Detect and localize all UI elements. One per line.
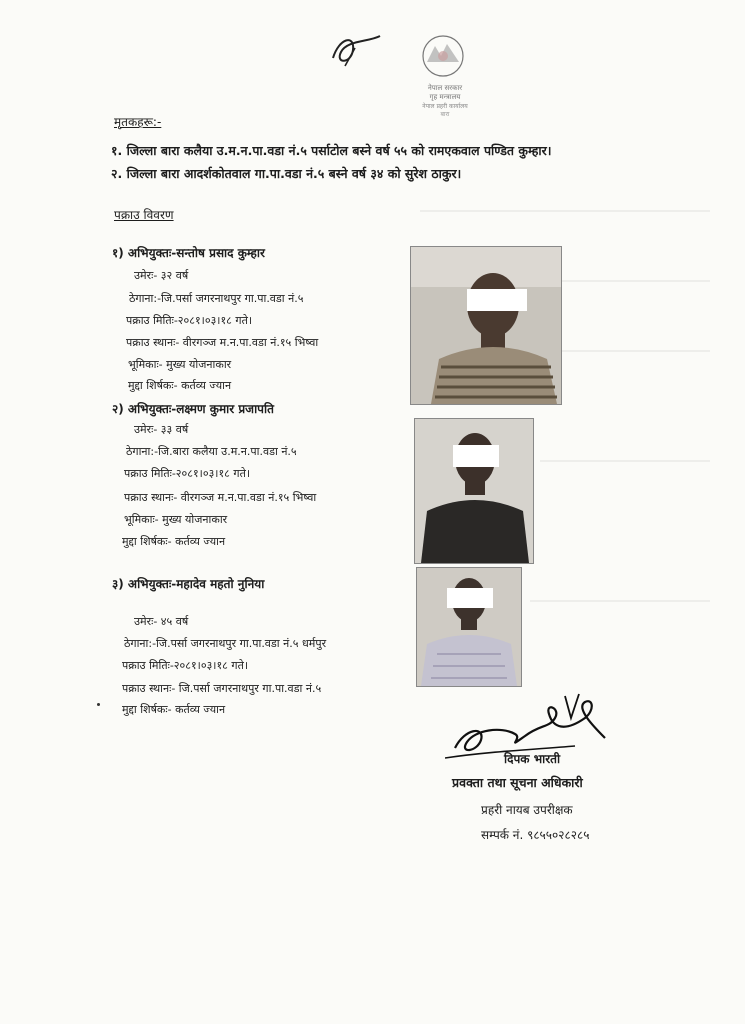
accused-age: उमेरः- ३२ वर्ष [134,269,189,282]
accused-arrest-date: पक्राउ मितिः-२०८१।०३।१८ गते। [122,659,249,672]
accused-arrest-place: पक्राउ स्थानः- जि.पर्सा जगरनाथपुर गा.पा.वडा नं.५ [122,682,322,695]
accused-age: उमेरः- ४५ वर्ष [134,615,189,628]
accused-photo [416,567,522,687]
accused-arrest-place: पक्राउ स्थानः- वीरगञ्ज म.न.पा.वडा नं.१५ भिष्वा [126,336,319,349]
signatory-contact: सम्पर्क नं. ९८५५०२८२८५ [481,828,590,842]
accused-arrest-date: पक्राउ मितिः-२०८१।०३।१८ गते। [126,314,253,327]
initial-mark-icon [325,28,385,72]
emblem-line: गृह मन्त्रालय [429,93,461,101]
person-photo-icon [417,568,521,686]
accused-age: उमेरः- ३३ वर्ष [134,423,189,436]
accused-address: ठेगाना:-जि.पर्सा जगरनाथपुर गा.पा.वडा नं.५ धर्मपुर [124,637,327,650]
deceased-heading: मृतकहरू:- [114,115,162,129]
accused-title: १) अभियुक्तः-सन्तोष प्रसाद कुम्हार [112,246,265,260]
person-photo-icon [415,419,533,563]
signatory-designation: प्रवक्ता तथा सूचना अधिकारी [452,775,583,790]
accused-title: २) अभियुक्तः-लक्ष्मण कुमार प्रजापति [112,402,274,416]
bleed-line [420,210,710,212]
accused-role: भूमिकाः- मुख्य योजनाकार [124,513,228,526]
accused-address: ठेगाना:-जि.पर्सा जगरनाथपुर गा.पा.वडा नं.५ [129,292,304,305]
signatory-name: दिपक भारती [504,752,561,766]
deceased-item: १. जिल्ला बारा कलैया उ.म.न.पा.वडा नं.५ पर्साटोल बस्ने वर्ष ५५ को रामएकवाल पण्डित कुम्हार। [111,143,552,158]
arrest-details-heading: पक्राउ विवरण [114,208,174,222]
accused-photo [414,418,534,564]
emblem-line: नेपाल सरकार [427,84,463,92]
deceased-item: २. जिल्ला बारा आदर्शकोतवाल गा.पा.वडा नं.५ बस्ने वर्ष ३४ को सुरेश ठाकुर। [111,166,462,181]
signatory-rank: प्रहरी नायब उपरीक्षक [481,803,573,817]
accused-arrest-date: पक्राउ मितिः-२०८१।०३।१८ गते। [124,467,251,480]
bleed-line [560,280,710,282]
bleed-line [530,600,710,602]
letterhead-emblem [405,30,485,125]
emblem-seal-icon [405,30,485,80]
accused-case: मुद्दा शिर्षकः- कर्तव्य ज्यान [122,535,226,548]
emblem-line: नेपाल प्रहरी कार्यालय [422,103,468,110]
accused-case: मुद्दा शिर्षकः- कर्तव्य ज्यान [128,379,232,392]
bleed-line [540,460,710,462]
person-photo-icon [411,247,561,404]
accused-title: ३) अभियुक्तः-महादेव महतो नुनिया [112,577,265,591]
emblem-line: बारा [440,111,450,118]
accused-address: ठेगाना:-जि.बारा कलैया उ.म.न.पा.वडा नं.५ [126,445,297,458]
accused-arrest-place: पक्राउ स्थानः- वीरगञ्ज म.न.पा.वडा नं.१५ भिष्वा [124,491,317,504]
accused-photo [410,246,562,405]
accused-role: भूमिकाः- मुख्य योजनाकार [128,358,232,371]
stray-mark [97,703,100,706]
bleed-line [560,350,710,352]
accused-case: मुद्दा शिर्षकः- कर्तव्य ज्यान [122,703,226,716]
